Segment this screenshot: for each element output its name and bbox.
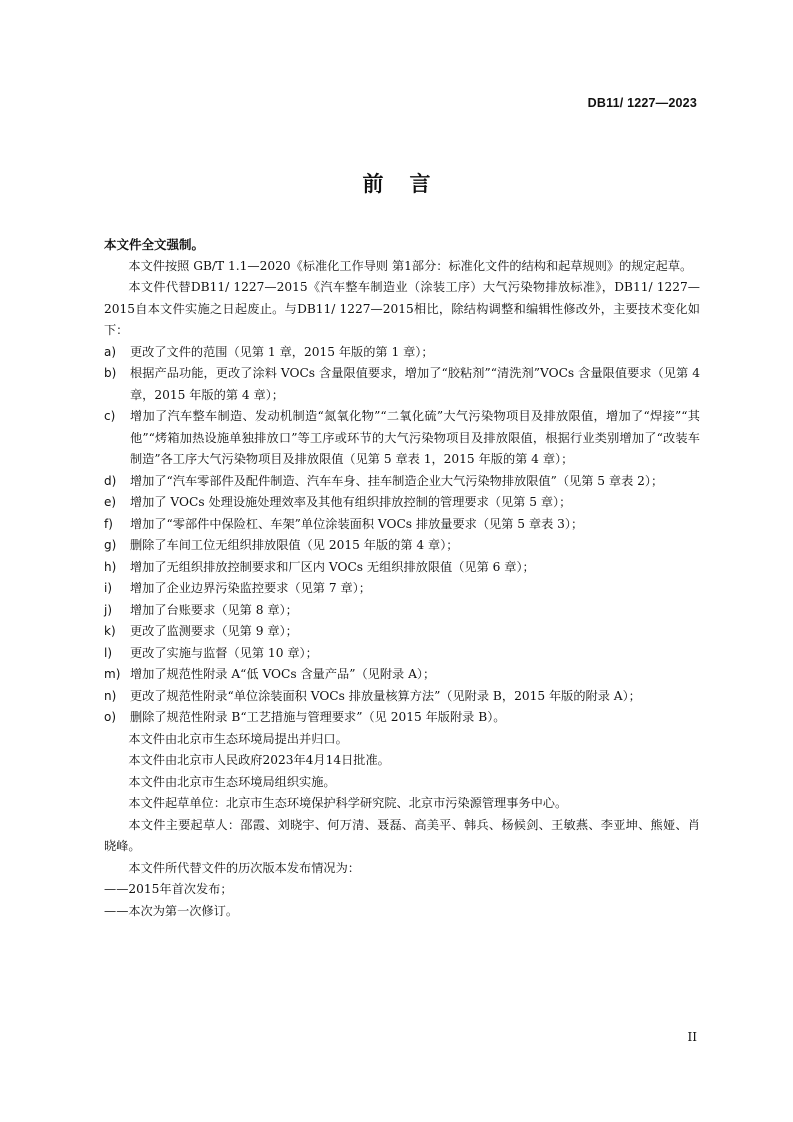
list-marker: i) bbox=[104, 581, 113, 595]
list-item bbox=[104, 621, 700, 643]
list-marker: l) bbox=[104, 645, 113, 660]
list-marker: a) bbox=[104, 344, 117, 359]
list-item bbox=[104, 363, 700, 406]
list-item bbox=[104, 535, 700, 557]
organizer-paragraph: 本文件由北京市生态环境局组织实施。 bbox=[128, 774, 336, 789]
list-item bbox=[104, 471, 700, 493]
list-item-text: 更改了实施与监督（见第 10 章）； bbox=[130, 645, 318, 660]
history-item: ——2015年首次发布； bbox=[104, 882, 233, 896]
list-item bbox=[104, 342, 700, 364]
changes-list bbox=[104, 342, 700, 729]
page-number: II bbox=[687, 1030, 697, 1044]
list-item bbox=[104, 600, 700, 622]
approval-paragraph: 本文件由北京市人民政府2023年4月14日批准。 bbox=[128, 753, 390, 767]
list-marker: b) bbox=[104, 366, 117, 380]
list-marker: h) bbox=[104, 559, 117, 574]
list-item bbox=[104, 557, 700, 579]
list-marker: n) bbox=[104, 688, 117, 703]
list-item bbox=[104, 514, 700, 536]
document-code: DB11/ 1227—2023 bbox=[587, 96, 697, 110]
list-item-text: 删除了规范性附录 B“工艺措施与管理要求”（见 2015 年版附录 B）。 bbox=[130, 710, 506, 724]
drafters-paragraph: 本文件主要起草人：邵霞、刘晓宇、何万清、聂磊、高美平、韩兵、杨候剑、王敏燕、李亚坤、熊娅、肖晓峰。 bbox=[104, 817, 700, 853]
proposer-paragraph: 本文件由北京市生态环境局提出并归口。 bbox=[128, 731, 348, 746]
list-item-text: 增加了规范性附录 A“低 VOCs 含量产品”（见附录 A）； bbox=[130, 667, 436, 681]
list-item-text: 增加了“零部件中保险杠、车架”单位涂装面积 VOCs 排放量要求（见第 5 章表 3）； bbox=[130, 516, 584, 531]
list-item-text: 增加了企业边界污染监控要求（见第 7 章）； bbox=[130, 581, 371, 595]
drafting-rules-paragraph: 本文件按照 GB/T 1.1—2020《标准化工作导则 第1部分：标准化文件的结构和起草规则》的规定起草。 bbox=[128, 258, 693, 273]
list-marker: m) bbox=[104, 667, 121, 681]
mandatory-statement: 本文件全文强制。 bbox=[104, 237, 205, 252]
list-item-text: 增加了汽车整车制造、发动机制造“氮氧化物”“二氧化硫”大气污染物项目及排放限值，增加了“焊接”“其他”“烤箱加热设施单独排放口”等工序或环节的大气污染物项目及排放限值，根据行业类别增加了“改装车制造”各工序大气污染物项目及排放限值（见第 5 章表 1，2015 年版的第 4 章）； bbox=[130, 409, 700, 466]
list-item-text: 更改了文件的范围（见第 1 章，2015 年版的第 1 章）； bbox=[130, 344, 434, 359]
list-item-text: 根据产品功能，更改了涂料 VOCs 含量限值要求，增加了“胶粘剂”“清洗剂”VOCs 含量限值要求（见第 4 章，2015 年版的第 4 章）； bbox=[130, 366, 700, 402]
list-item bbox=[104, 492, 700, 514]
page-title: 前言 bbox=[362, 172, 457, 196]
history-intro-paragraph: 本文件所代替文件的历次版本发布情况为： bbox=[128, 860, 360, 875]
list-marker: o) bbox=[104, 710, 117, 724]
replacement-paragraph: 本文件代替DB11/ 1227—2015《汽车整车制造业（涂装工序）大气污染物排放标准》，DB11/ 1227—2015自本文件实施之日起废止。与DB11/ 1227—2015相比，除结构调整和编辑性修改外，主要技术变化如下： bbox=[104, 280, 700, 337]
list-item bbox=[104, 578, 700, 600]
drafting-units-paragraph: 本文件起草单位：北京市生态环境保护科学研究院、北京市污染源管理事务中心。 bbox=[128, 796, 568, 810]
list-item-text: 增加了无组织排放控制要求和厂区内 VOCs 无组织排放限值（见第 6 章）； bbox=[130, 559, 535, 574]
list-item bbox=[104, 643, 700, 665]
list-marker: e) bbox=[104, 495, 117, 509]
foreword-body bbox=[104, 234, 700, 922]
list-item-text: 增加了台账要求（见第 8 章）； bbox=[130, 602, 298, 617]
list-marker: j) bbox=[104, 602, 113, 617]
list-marker: k) bbox=[104, 624, 116, 638]
history-item: ——本次为第一次修订。 bbox=[104, 903, 239, 918]
list-item-text: 更改了监测要求（见第 9 章）； bbox=[130, 624, 298, 638]
list-item-text: 增加了 VOCs 处理设施处理效率及其他有组织排放控制的管理要求（见第 5 章）； bbox=[130, 495, 572, 509]
list-item-text: 删除了车间工位无组织排放限值（见 2015 年版的第 4 章）； bbox=[130, 538, 459, 552]
list-item bbox=[104, 664, 700, 686]
list-item bbox=[104, 707, 700, 729]
list-item bbox=[104, 406, 700, 471]
list-marker: d) bbox=[104, 473, 117, 488]
list-item bbox=[104, 686, 700, 708]
list-item-text: 增加了“汽车零部件及配件制造、汽车车身、挂车制造企业大气污染物排放限值”（见第 5 章表 2）； bbox=[130, 473, 664, 488]
list-marker: c) bbox=[104, 409, 116, 423]
list-marker: f) bbox=[104, 516, 113, 531]
list-marker: g) bbox=[104, 538, 117, 552]
list-item-text: 更改了规范性附录“单位涂装面积 VOCs 排放量核算方法”（见附录 B，2015 年版的附录 A）； bbox=[130, 688, 641, 703]
